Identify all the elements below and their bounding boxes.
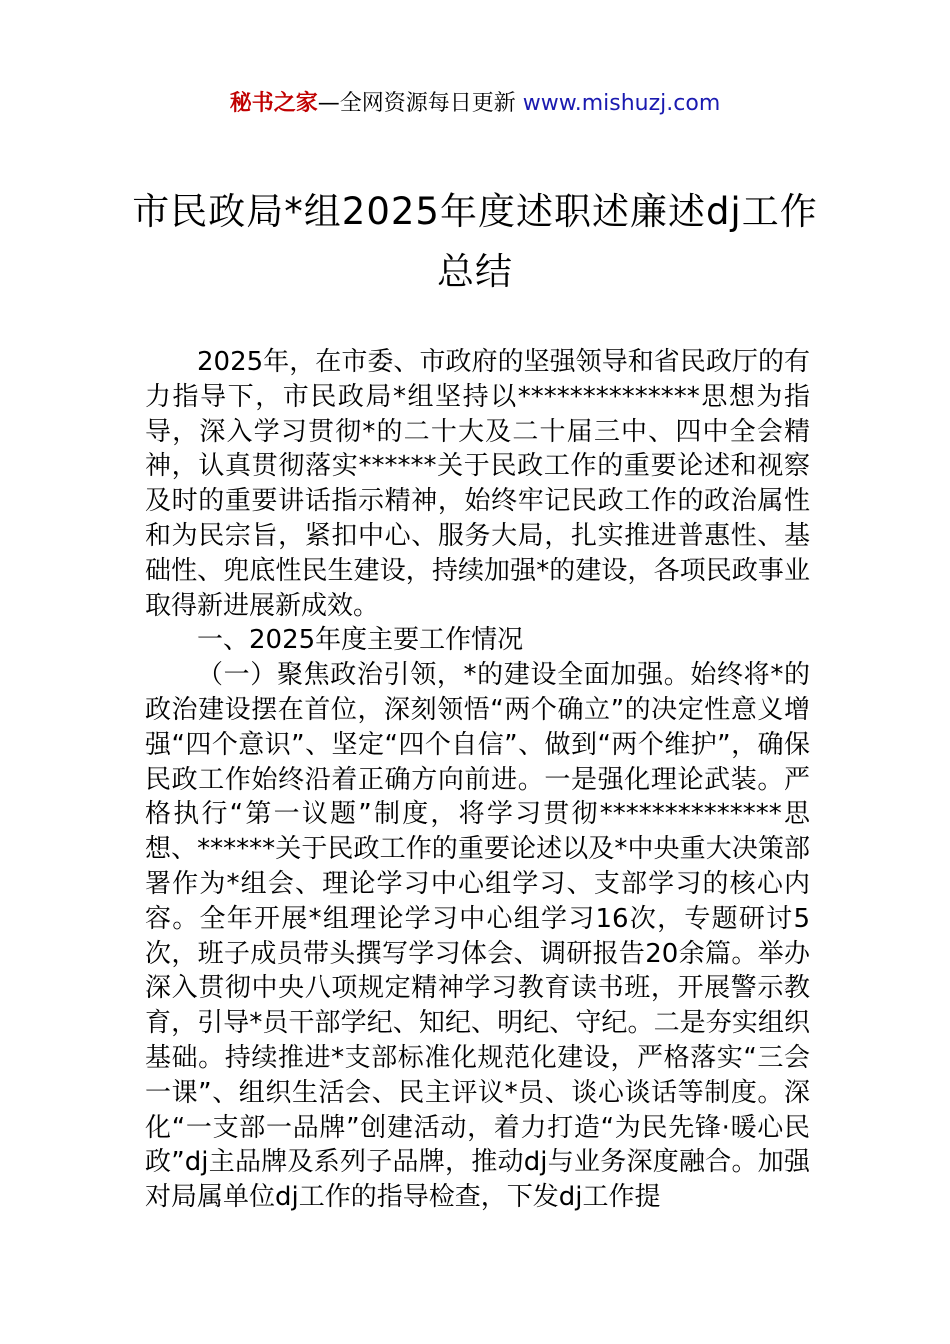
section-heading: 一、2025年度主要工作情况 xyxy=(197,625,524,656)
intro-paragraph: 2025年，在市委、市政府的坚强领导和省民政厅的有力指导下，市民政局*组坚持以**************思想为指导，深入学习贯彻*的二十大及二十届三中、四中全会精神，认真贯彻落实******关于民政工作的重要论述和视察及时的重要讲话指示精神，始终牢记民政工作的政治属性和为民宗旨，紧扣中心、服务大局，扎实推进普惠性、基础性、兜底性民生建设，持续加强*的建设，各项民政事业取得新进展新成效。 xyxy=(145,347,810,621)
site-header xyxy=(0,88,950,120)
document-body xyxy=(145,345,810,1215)
site-url-link[interactable]: www.mishuzj.com xyxy=(522,91,721,116)
brand-name: 秘书之家 xyxy=(229,91,318,116)
document-title: 市民政局*组2025年度述职述廉述dj工作总结 xyxy=(132,190,818,293)
body-paragraph: （一）聚焦政治引领，*的建设全面加强。始终将*的政治建设摆在首位，深刻领悟“两个确立”的决定性意义增强“四个意识”、坚定“四个自信”、做到“两个维护”，确保民政工作始终沿着正确方向前进。一是强化理论武装。严格执行“第一议题”制度，将学习贯彻**************思想、******关于民政工作的重要论述以及*中央重大决策部署作为*组会、理论学习中心组学习、支部学习的核心内容。全年开展*组理论学习中心组学习16次，专题研讨5次，班子成员带头撰写学习体会、调研报告20余篇。举办深入贯彻中央八项规定精神学习教育读书班，开展警示教育，引导*员干部学纪、知纪、明纪、守纪。二是夯实组织基础。持续推进*支部标准化规范化建设，严格落实“三会一课”、组织生活会、民主评议*员、谈心谈话等制度。深化“一支部一品牌”创建活动，着力打造“为民先锋·暖心民政”dj主品牌及系列子品牌，推动dj与业务深度融合。加强对局属单位dj工作的指导检查，下发dj工作提 xyxy=(145,660,810,1213)
site-tagline: —全网资源每日更新 xyxy=(317,91,523,116)
